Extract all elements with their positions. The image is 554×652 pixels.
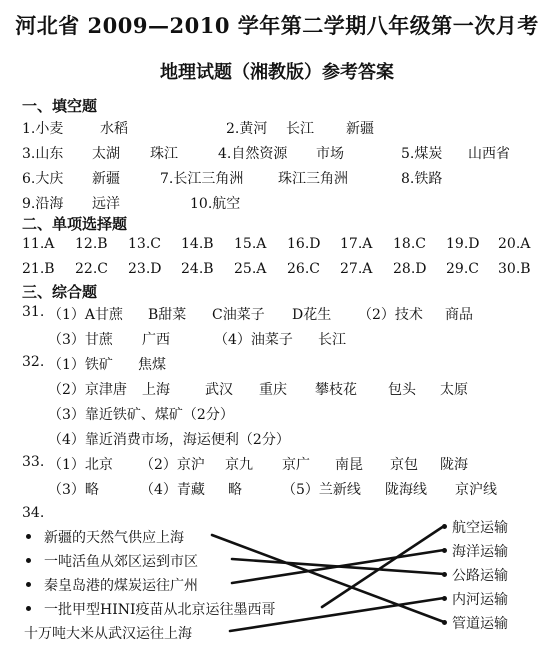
answer: 16.D [287,236,321,252]
answer: 10.航空 [190,196,241,212]
answer: 京包 [390,457,418,473]
question-number: 31. [22,304,45,320]
answer: 重庆 [259,382,287,398]
answer: （4）油菜子 [214,332,293,348]
answer: 5.煤炭 [401,146,443,162]
answer: 3.山东 [22,146,64,162]
match-left-item: 一批甲型HINI疫苗从北京运往墨西哥 [44,602,276,618]
match-right-item: 管道运输 [452,616,508,632]
answer: 远洋 [92,196,120,212]
answer: 8.铁路 [401,171,443,187]
answer: 太原 [440,382,468,398]
answer: （1）铁矿 [48,357,113,373]
answer: 陇海线 [385,482,427,498]
answer: 4.自然资源 [218,146,288,162]
answer: 陇海 [440,457,468,473]
answer: 市场 [316,146,344,162]
answer: C油菜子 [212,307,265,323]
answer: （2）技术 [358,307,423,323]
match-left-item: 十万吨大米从武汉运往上海 [24,626,192,642]
answer: 22.C [75,261,108,277]
answer: 新疆 [92,171,120,187]
answer: （2）京津唐 [48,382,127,398]
answer: 南昆 [335,457,363,473]
answer: 25.A [234,261,267,277]
answer: D花生 [292,307,332,323]
answer: 15.A [234,236,267,252]
answer: 略 [228,482,242,498]
section-heading-comprehensive: 三、综合题 [22,283,98,301]
answer: 29.C [446,261,479,277]
answer: 广西 [142,332,170,348]
answer: 28.D [393,261,427,277]
answer: （3）略 [48,482,99,498]
match-left-item: 新疆的天然气供应上海 [44,530,184,546]
answer: 珠江三角洲 [278,171,348,187]
answer: （5）兰新线 [282,482,361,498]
section-heading-choice: 二、单项选择题 [22,215,128,233]
question-number: 33. [22,454,45,470]
answer: 攀枝花 [315,382,357,398]
answer: 26.C [287,261,320,277]
answer: 新疆 [346,121,374,137]
answer: 上海 [142,382,170,398]
answer: 长江 [286,121,314,137]
answer: （1）北京 [48,457,113,473]
match-left-item: 秦皇岛港的煤炭运往广州 [44,578,198,594]
question-number: 32. [22,354,45,370]
answer: （4）靠近消费市场，海运便利（2分） [48,432,290,448]
question-number: 34. [22,505,45,521]
answer: 京九 [225,457,253,473]
answer: 19.D [446,236,480,252]
answer: （4）青藏 [140,482,205,498]
answer: 7.长江三角洲 [160,171,244,187]
answer: 太湖 [92,146,120,162]
answer: B甜菜 [148,307,187,323]
section-heading-fill: 一、填空题 [22,97,98,115]
answer: 京沪线 [455,482,497,498]
match-right-item: 内河运输 [452,592,508,608]
answer: 24.B [181,261,214,277]
answer: 京广 [282,457,310,473]
answer: 商品 [445,307,473,323]
answer: 11.A [22,236,55,252]
answer: （3）靠近铁矿、煤矿（2分） [48,407,234,423]
match-right-item: 航空运输 [452,520,508,536]
answer: 2.黄河 [226,121,268,137]
match-right-item: 海洋运输 [452,544,508,560]
match-line [230,598,444,631]
answer: 23.D [128,261,162,277]
answer: 12.B [75,236,108,252]
answer: （2）京沪 [140,457,205,473]
answer: 27.A [340,261,373,277]
answer: 30.B [498,261,531,277]
answer: 17.A [340,236,373,252]
answer: 14.B [181,236,214,252]
answer: 9.沿海 [22,196,64,212]
answer: 21.B [22,261,55,277]
match-left-item: 一吨活鱼从郊区运到市区 [44,554,198,570]
answer: 山西省 [468,146,510,162]
answer: （3）甘蔗 [48,332,113,348]
answer: 13.C [128,236,161,252]
page-subtitle: 地理试题（湘教版）参考答案 [160,62,394,83]
answer: 水稻 [100,121,128,137]
answer: 包头 [388,382,416,398]
answer: 6.大庆 [22,171,64,187]
answer: 珠江 [150,146,178,162]
answer: 武汉 [205,382,233,398]
answer: 18.C [393,236,426,252]
answer: 1.小麦 [22,121,64,137]
answer: （1）A甘蔗 [48,307,124,323]
answer: 焦煤 [138,357,166,373]
match-right-item: 公路运输 [452,568,508,584]
answer: 长江 [318,332,346,348]
page-title: 河北省 2009—2010 学年第二学期八年级第一次月考 [15,13,539,38]
answer: 20.A [498,236,531,252]
